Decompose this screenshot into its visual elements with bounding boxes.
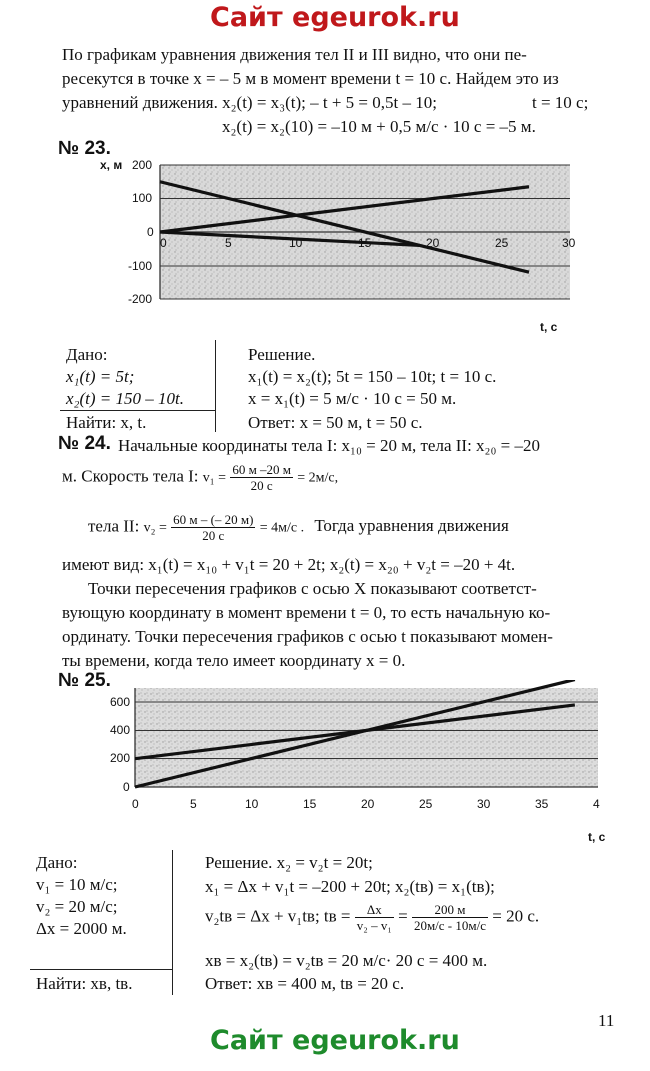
given-23-1: x₁(t) = 5t;: [66, 367, 135, 386]
solution-25-1: Решение. x₂ = v₂t = 20t;: [205, 853, 373, 872]
find-25: Найти: xв, tв.: [36, 974, 133, 993]
v2-denominator: 20 с: [202, 528, 225, 543]
y-tick-label: 0: [123, 780, 130, 794]
v1-denominator: 20 с: [250, 478, 273, 493]
p24-para-3: ординату. Точки пересечения графиков с осью t показывают момен-: [62, 627, 553, 646]
v1-lhs: v₁ =: [202, 470, 227, 486]
sol25-frac-1-den: v₂ – v₁: [356, 918, 392, 933]
y-tick-label: 400: [110, 723, 131, 737]
v2-fraction: [171, 512, 255, 543]
table-23-divider: [215, 340, 216, 432]
x-tick-label: 25: [419, 797, 433, 811]
p24-line-3: [88, 512, 613, 543]
p24-para-2: вующую координату в момент времени t = 0, то есть начальную ко-: [62, 603, 551, 622]
v1-numerator: 60 м –20 м: [232, 462, 292, 477]
table-25-divider: [172, 850, 173, 995]
page-number: 11: [598, 1011, 615, 1030]
p24-line-1: Начальные координаты тела I: x₁₀ = 20 м, тела II: x₂₀ = –20: [118, 436, 540, 455]
given-25-1: v₁ = 10 м/с;: [36, 875, 118, 894]
p24-para-4: ты времени, когда тело имеет координату x = 0.: [62, 651, 406, 670]
x-tick-label: 20: [361, 797, 375, 811]
y-tick-label: 600: [110, 695, 131, 709]
y-tick-label: 100: [132, 191, 153, 205]
x-tick-label: 25: [495, 236, 509, 250]
chart-25: [90, 680, 610, 825]
p24-line-4: имеют вид: x₁(t) = x₁₀ + v₁t = 20 + 2t; x₂(t) = x₂₀ + v₂t = –20 + 4t.: [62, 555, 516, 574]
p24-para-1: Точки пересечения графиков с осью X показывают соответст-: [88, 579, 537, 598]
x-tick-label: 15: [303, 797, 317, 811]
x-tick-label: 5: [190, 797, 197, 811]
y-tick-label: -100: [128, 259, 153, 273]
x-tick-label: 20: [426, 236, 440, 250]
intro-line-3: уравнений движения. x₂(t) = x₃(t); – t + 5 = 0,5t – 10;: [62, 93, 437, 112]
solution-25-2: x₁ = Δx + v₁t = –200 + 20t; x₂(tв) = x₁(tв);: [205, 877, 495, 896]
sol25-frac-2-den: 20м/с - 10м/с: [413, 918, 486, 933]
sol25-equals: =: [398, 906, 408, 926]
x-tick-label: 30: [562, 236, 576, 250]
x-tick-label: 30: [477, 797, 491, 811]
p24-line-2: [62, 462, 338, 493]
v1-fraction: [230, 462, 293, 493]
x-tick-label: 10: [245, 797, 259, 811]
solution-header-23: Решение.: [248, 345, 316, 364]
sol25-3-pre: v₂tв = Δx + v₁tв; tв =: [205, 906, 351, 926]
given-header-23: Дано:: [66, 345, 108, 364]
chart-23-y-label: x, м: [100, 158, 123, 172]
v1-rhs: = 2м/с,: [297, 470, 339, 486]
p24-line-3-pre: тела II:: [88, 516, 140, 536]
p24-line-3-post: Тогда уравнения движения: [314, 516, 509, 536]
x-tick-label: 4: [593, 797, 600, 811]
v2-numerator: 60 м – (– 20 м): [173, 512, 254, 527]
given-25-3: Δx = 2000 м.: [36, 919, 127, 938]
site-header: Сайт egeurok.ru: [210, 2, 460, 33]
answer-25: Ответ: xв = 400 м, tв = 20 с.: [205, 974, 405, 993]
given-header-25: Дано:: [36, 853, 78, 872]
problem-23-number: № 23.: [58, 138, 111, 159]
v2-rhs: = 4м/с .: [259, 520, 305, 536]
find-23: Найти: x, t.: [66, 413, 147, 432]
solution-23-2: x = x₁(t) = 5 м/с · 10 с = 50 м.: [248, 389, 457, 408]
x-tick-label: 0: [132, 797, 139, 811]
chart-23-x-label: t, с: [540, 320, 558, 334]
given-25-2: v₂ = 20 м/с;: [36, 897, 118, 916]
sol25-3-post: = 20 с.: [492, 906, 540, 926]
x-tick-label: 15: [358, 236, 372, 250]
site-footer: Сайт egeurok.ru: [210, 1025, 460, 1056]
solution-25-4: xв = x₂(tв) = v₂tв = 20 м/с· 20 с = 400 м.: [205, 951, 488, 970]
x-tick-label: 0: [160, 236, 167, 250]
p24-line-2-pre: м. Скорость тела I:: [62, 466, 199, 486]
solution-25-3: [205, 902, 539, 933]
intro-line-2: ресекутся в точке x = – 5 м в момент времени t = 10 с. Найдем это из: [62, 69, 559, 88]
table-25-rule: [30, 969, 173, 970]
chart-25-x-label: t, с: [588, 830, 606, 844]
problem-24-number: № 24.: [58, 433, 111, 454]
sol25-frac-1: [355, 902, 394, 933]
sol25-frac-1-num: Δx: [355, 902, 394, 918]
x-tick-label: 10: [289, 236, 303, 250]
problem-25-number: № 25.: [58, 670, 111, 691]
y-tick-label: 0: [147, 225, 154, 239]
chart-23: [90, 155, 590, 335]
x-tick-label: 35: [535, 797, 549, 811]
solution-23-1: x₁(t) = x₂(t); 5t = 150 – 10t; t = 10 с.: [248, 367, 497, 386]
given-23-2: x₂(t) = 150 – 10t.: [66, 389, 184, 408]
answer-23: Ответ: x = 50 м, t = 50 с.: [248, 413, 423, 432]
intro-line-3b: t = 10 с;: [532, 93, 589, 112]
plot-area-25: [135, 688, 598, 787]
y-tick-label: 200: [110, 751, 131, 765]
sol25-frac-2-num: 200 м: [412, 902, 488, 918]
y-tick-label: 200: [132, 158, 153, 172]
v2-lhs: v₂ =: [143, 520, 167, 536]
y-tick-label: -200: [128, 292, 153, 306]
intro-line-1: По графикам уравнения движения тел II и III видно, что они пе-: [62, 45, 527, 64]
intro-line-4: x₂(t) = x₂(10) = –10 м + 0,5 м/с · 10 с = –5 м.: [222, 117, 536, 136]
x-tick-label: 5: [225, 236, 232, 250]
sol25-frac-2: [412, 902, 488, 933]
table-23-rule: [60, 410, 216, 411]
